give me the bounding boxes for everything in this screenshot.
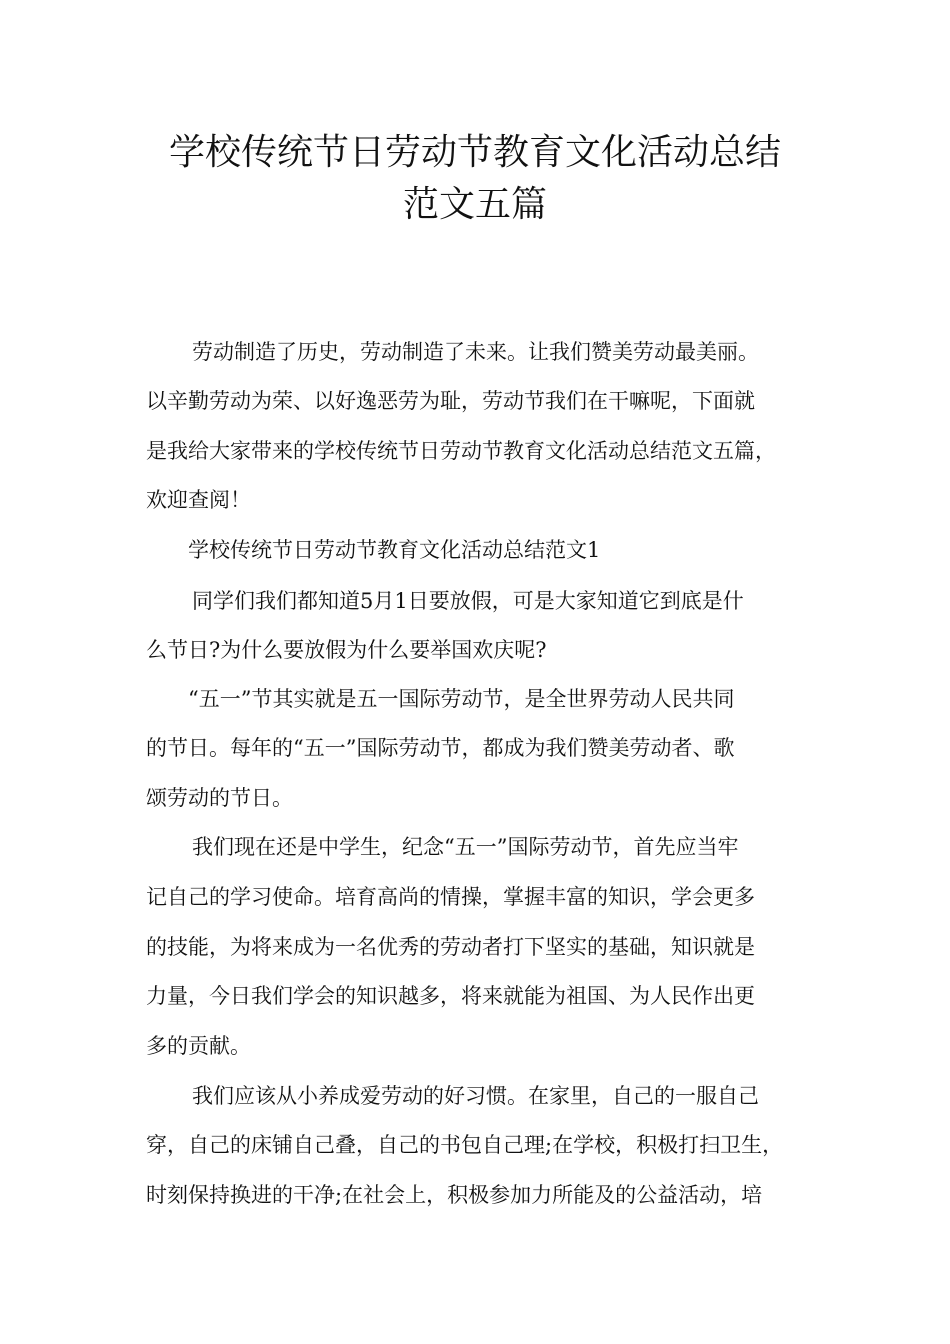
document-title-line-2: 范文五篇	[402, 184, 547, 225]
paragraph-line: 穿，自己的床铺自己叠，自己的书包自己理;在学校，积极打扫卫生，	[146, 1133, 784, 1157]
paragraph-line: “五一”节其实就是五一国际劳动节，是全世界劳动人民共同	[188, 687, 735, 711]
paragraph-line: 的技能，为将来成为一名优秀的劳动者打下坚实的基础，知识就是	[146, 935, 755, 959]
paragraph-line: 的节日。每年的“五一”国际劳动节，都成为我们赞美劳动者、歌	[146, 736, 735, 760]
paragraph-line: 以辛勤劳动为荣、以好逸恶劳为耻，劳动节我们在干嘛呢，下面就	[146, 389, 755, 413]
paragraph-line: 颂劳动的节日。	[146, 786, 293, 810]
section-heading: 学校传统节日劳动节教育文化活动总结范文1	[188, 538, 601, 562]
paragraph-line: 记自己的学习使命。培育高尚的情操，掌握丰富的知识，学会更多	[146, 885, 755, 909]
paragraph-line: 时刻保持换进的干净;在社会上，积极参加力所能及的公益活动，培	[146, 1183, 763, 1207]
paragraph-line: 多的贡献。	[146, 1034, 251, 1058]
document-title-line-1: 学校传统节日劳动节教育文化活动总结	[168, 132, 781, 173]
paragraph-line: 我们应该从小养成爱劳动的好习惯。在家里，自己的一服自己	[192, 1084, 759, 1108]
paragraph-line: 力量，今日我们学会的知识越多，将来就能为祖国、为人民作出更	[146, 984, 755, 1008]
paragraph-line: 同学们我们都知道5月1日要放假，可是大家知道它到底是什	[192, 589, 744, 613]
paragraph-line: 我们现在还是中学生，纪念“五一”国际劳动节，首先应当牢	[192, 835, 739, 859]
paragraph-line: 么节日?为什么要放假为什么要举国欢庆呢?	[146, 638, 547, 662]
paragraph-line: 欢迎查阅！	[146, 488, 251, 512]
paragraph-line: 劳动制造了历史，劳动制造了未来。让我们赞美劳动最美丽。	[192, 340, 759, 364]
paragraph-line: 是我给大家带来的学校传统节日劳动节教育文化活动总结范文五篇，	[146, 439, 776, 463]
